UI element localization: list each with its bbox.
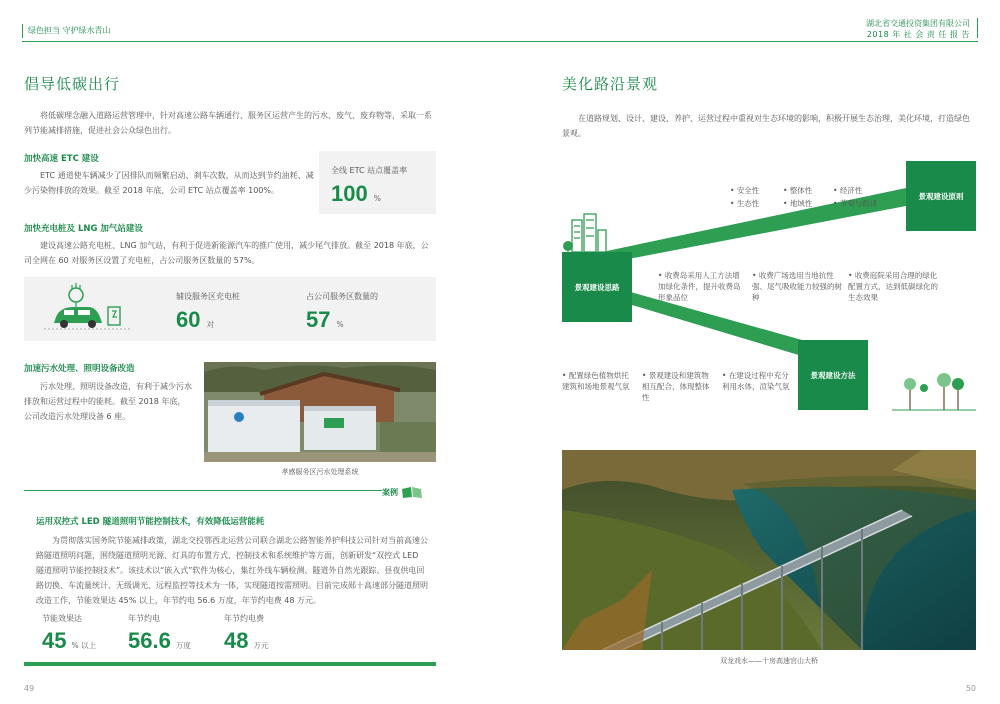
header-left-bar <box>22 24 23 38</box>
header-right-line2: 2018 年 社 会 责 任 报 告 <box>866 30 970 39</box>
sewage-treatment-photo <box>204 362 436 462</box>
charging-stat2-label: 占公司服务区数量的 <box>306 292 378 301</box>
case-text: 为贯彻落实国务院节能减排政策，湖北交投鄂西北运营公司联合湖北公路智能养护科技公司针对当前高速公路隧道照明问题，围绕隧道照明光源、灯具的布置方式、控制技术和系统维护等方面，创新研发“双控式 LED 隧道照明节能控制技术”。该技术以“嵌入式”软件为核心，集红外线车辆检测、隧道外自然光跟踪、昼夜供电回路切换、车流量统计、无级调光、远程监控等技术为一体，实现隧道按需照明。目前完成郧十高速部分隧道照明改造工作，节能效果达 45% 以上，年节约电 56.6 万度，年节约电费 48 万元。 <box>36 536 428 605</box>
etc-stat-value: 100 <box>331 181 368 206</box>
buildings-illustration <box>572 214 606 252</box>
principle-item-6: • 节奏与韵律 <box>833 199 878 208</box>
left-page-number: 49 <box>24 684 35 693</box>
charging-text: 建设高速公路充电桩、LNG 加气站，有利于促进新能源汽车的推广使用，减少尾气排放。截至 2018 年底，公司全网在 60 对服务区设置了充电桩，占公司服务区数量的 57%。 <box>24 241 429 265</box>
ev-charging-icon <box>42 283 132 335</box>
book-icon <box>401 485 423 499</box>
thinking-item-3: • 收费庭院采用合理的绿化配置方式，达到低碳绿化的生态效果 <box>848 271 938 302</box>
thinking-item-1: • 收费岛采用人工方法增加绿化条件，提升收费岛形象品位 <box>658 271 741 302</box>
charging-stat-panel <box>24 277 436 341</box>
case-tag <box>382 483 436 501</box>
etc-stat-value-row <box>331 181 381 207</box>
case-stat3-label: 年节约电费 <box>224 614 264 623</box>
bridge-photo <box>562 450 976 650</box>
thinking-box: 景观建设思路 <box>562 252 632 322</box>
etc-text: ETC 通道使车辆减少了因排队而频繁启动、刹车次数，从而达到节约油耗、减少污染物排放的效果。截至 2018 年底，公司 ETC 站点覆盖率 100%。 <box>24 171 314 195</box>
etc-stat-panel <box>319 151 436 214</box>
trees-illustration <box>892 373 976 410</box>
principle-item-4: • 生态性 <box>730 199 760 208</box>
case-stat2-value: 56.6 <box>128 628 171 653</box>
charging-stat2-value: 57 <box>306 307 331 332</box>
header-right-bar <box>977 18 978 38</box>
case-stat1-label: 节能效果达 <box>42 614 82 623</box>
charging-stat2-unit: % <box>336 320 344 329</box>
charging-stat1-value: 60 <box>176 307 201 332</box>
case-box <box>24 487 436 666</box>
charging-heading: 加快充电桩及 LNG 加气站建设 <box>24 224 143 234</box>
charging-stat1-label: 辅设服务区充电桩 <box>176 292 240 301</box>
right-page-title: 美化路沿景观 <box>562 75 659 93</box>
header-rule <box>22 41 978 42</box>
left-intro: 将低碳理念融入道路运营管理中，针对高速公路车辆通行、服务区运营产生的污水、废气、废弃物等，采取一系列节能减排措施，促进社会公众绿色出行。 <box>24 111 432 135</box>
method-item-2: • 景观建设和建筑物相互配合，体现整体性 <box>642 371 710 402</box>
charging-stat1-row <box>176 307 214 333</box>
case-stat1-row <box>42 628 96 654</box>
case-stat2-row <box>128 628 191 654</box>
case-stat1-value: 45 <box>42 628 67 653</box>
principle-item-1: • 安全性 <box>730 186 760 195</box>
thinking-item-2: • 收费广场选用当地抗性强、尾气吸收能力较强的树种 <box>752 271 842 302</box>
case-heading: 运用双控式 LED 隧道照明节能控制技术，有效降低运营能耗 <box>36 517 265 527</box>
header-right-line1: 湖北省交通投资集团有限公司 <box>866 19 970 28</box>
etc-stat-unit: % <box>373 194 381 203</box>
principle-item-5: • 地域性 <box>783 199 813 208</box>
case-stat2-unit: 万度 <box>175 641 191 650</box>
method-item-3: • 在建设过程中充分利用水体，渲染气氛 <box>722 371 790 391</box>
principle-box: 景观建设原则 <box>906 161 976 231</box>
case-stat3-row <box>224 628 268 654</box>
case-stat1-unit: % 以上 <box>71 641 96 650</box>
case-stat3-unit: 万元 <box>253 641 269 650</box>
method-item-1: • 配置绿色植物烘托建筑和场地景观气氛 <box>562 371 630 391</box>
charging-stat1-unit: 对 <box>206 320 214 329</box>
method-box: 景观建设方法 <box>798 340 868 410</box>
right-page-number: 50 <box>965 684 976 693</box>
case-stat3-value: 48 <box>224 628 249 653</box>
etc-heading: 加快高速 ETC 建设 <box>24 154 99 164</box>
case-tag-label: 案例 <box>382 487 398 497</box>
sewage-heading: 加速污水处理、照明设备改造 <box>24 364 135 374</box>
principle-item-3: • 经济性 <box>833 186 863 195</box>
header-left-text: 绿色担当 守护绿水青山 <box>28 26 111 35</box>
case-stat2-label: 年节约电 <box>128 614 160 623</box>
principle-item-2: • 整体性 <box>783 186 813 195</box>
right-intro: 在道路规划、设计、建设、养护、运营过程中重视对生态环境的影响，积极开展生态治理，美化环境，打造绿色景观。 <box>562 114 970 138</box>
etc-stat-label: 全线 ETC 站点覆盖率 <box>331 166 408 175</box>
left-page-title: 倡导低碳出行 <box>24 75 121 93</box>
bridge-photo-caption: 双龙戏水——十房高速官山大桥 <box>720 657 818 665</box>
sewage-photo-caption: 孝感服务区污水处理系统 <box>281 468 359 476</box>
sewage-text: 污水处理、照明设备改造，有利于减少污水排放和运营过程中的能耗。截至 2018 年底，公司改造污水处理设备 6 座。 <box>24 382 192 421</box>
charging-stat2-row <box>306 307 344 333</box>
